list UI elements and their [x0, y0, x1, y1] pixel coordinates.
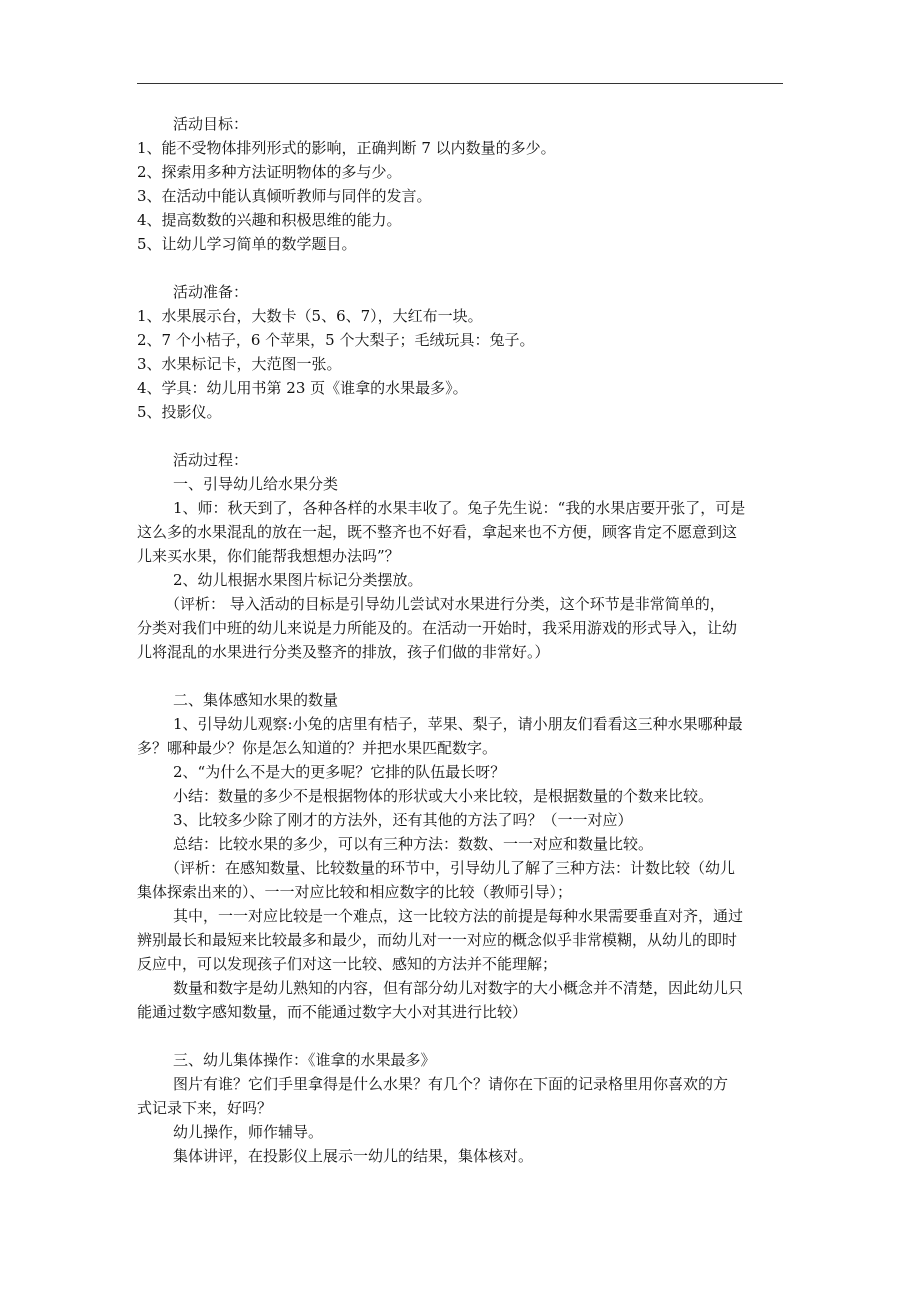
- section-2-conclusion: 总结：比较水果的多少，可以有三种方法：数数、一一对应和数量比较。: [173, 835, 654, 853]
- document-body: [137, 112, 787, 1168]
- section-2-commentary-3: 数量和数字是幼儿熟知的内容，但有部分幼儿对数字的大小概念并不清楚，因此幼儿只: [173, 979, 744, 997]
- section-1-commentary: （评析： 导入活动的目标是引导幼儿尝试对水果进行分类，这个环节是非常简单的，: [165, 595, 725, 613]
- section-2-title: 二、集体感知水果的数量: [173, 691, 339, 709]
- goals-heading: 活动目标：: [173, 115, 249, 133]
- spacer: [137, 1024, 787, 1048]
- prep-item: 3、水果标记卡，大范图一张。: [137, 355, 342, 373]
- section-2-commentary: （评析：在感知数量、比较数量的环节中，引导幼儿了解了三种方法：计数比较（幼儿: [165, 859, 736, 877]
- section-2-para-1: 1、引导幼儿观察:小兔的店里有桔子，苹果、梨子，请小朋友们看看这三种水果哪种最: [173, 715, 743, 733]
- section-3-para-1-cont: 式记录下来，好吗？: [137, 1099, 273, 1117]
- header-rule: [137, 83, 783, 84]
- prep-item: 1、水果展示台，大数卡（5、6、7），大红布一块。: [137, 307, 483, 325]
- section-2-summary: 小结：数量的多少不是根据物体的形状或大小来比较，是根据数量的个数来比较。: [173, 787, 714, 805]
- section-2-commentary-2: 其中，一一对应比较是一个难点，这一比较方法的前提是每种水果需要垂直对齐，通过: [173, 907, 744, 925]
- spacer: [137, 664, 787, 688]
- prep-item: 5、投影仪。: [137, 403, 222, 421]
- section-3-title: 三、幼儿集体操作：《谁拿的水果最多》: [173, 1051, 436, 1069]
- section-3-para-1: 图片有谁？它们手里拿得是什么水果？有几个？请你在下面的记录格里用你喜欢的方: [173, 1075, 729, 1093]
- section-1-commentary-cont: 分类对我们中班的幼儿来说是力所能及的。在活动一开始时，我采用游戏的形式导入，让幼: [137, 619, 738, 637]
- section-1-title: 一、引导幼儿给水果分类: [173, 475, 339, 493]
- section-2-commentary-2-cont: 反应中，可以发现孩子们对这一比较、感知的方法并不能理解；: [137, 955, 558, 973]
- section-1-commentary-cont: 儿将混乱的水果进行分类及整齐的排放，孩子们做的非常好。）: [137, 643, 550, 661]
- section-3-para-2: 幼儿操作，师作辅导。: [173, 1123, 324, 1141]
- section-3-para-3: 集体讲评，在投影仪上展示一幼儿的结果，集体核对。: [173, 1147, 534, 1165]
- section-2-commentary-cont: 集体探索出来的）、一一对应比较和相应数字的比较（教师引导）；: [137, 883, 573, 901]
- section-2-commentary-2-cont: 辨别最长和最短来比较最多和最少，而幼儿对一一对应的概念似乎非常模糊，从幼儿的即时: [137, 931, 738, 949]
- section-1-para-1-cont: 儿来买水果，你们能帮我想想办法吗”？: [137, 547, 400, 565]
- goal-item: 2、探索用多种方法证明物体的多与少。: [137, 163, 402, 181]
- prep-item: 2、7 个小桔子，6 个苹果，5 个大梨子；毛绒玩具：兔子。: [137, 331, 535, 349]
- process-heading: 活动过程：: [173, 451, 249, 469]
- prep-heading: 活动准备：: [173, 283, 249, 301]
- goal-item: 4、提高数数的兴趣和积极思维的能力。: [137, 211, 402, 229]
- spacer: [137, 256, 787, 280]
- section-1-para-2: 2、幼儿根据水果图片标记分类摆放。: [173, 571, 423, 589]
- section-2-para-1-cont: 多？哪种最少？你是怎么知道的？并把水果匹配数字。: [137, 739, 498, 757]
- section-1-para-1-cont: 这么多的水果混乱的放在一起，既不整齐也不好看，拿起来也不方便，顾客肯定不愿意到这: [137, 523, 738, 541]
- section-2-para-3: 3、比较多少除了刚才的方法外，还有其他的方法了吗？（一一对应）: [173, 811, 633, 829]
- section-2-para-2: 2、“为什么不是大的更多呢？它排的队伍最长呀？: [173, 763, 506, 781]
- prep-item: 4、学具：幼儿用书第 23 页《谁拿的水果最多》。: [137, 379, 468, 397]
- goal-item: 5、让幼儿学习简单的数学题目。: [137, 235, 357, 253]
- section-1-para-1: 1、师：秋天到了，各种各样的水果丰收了。兔子先生说：“我的水果店要开张了，可是: [173, 499, 746, 517]
- section-2-commentary-3-cont: 能通过数字感知数量，而不能通过数字大小对其进行比较）: [137, 1003, 528, 1021]
- goal-item: 1、能不受物体排列形式的影响，正确判断 7 以内数量的多少。: [137, 139, 556, 157]
- spacer: [137, 424, 787, 448]
- goal-item: 3、在活动中能认真倾听教师与同伴的发言。: [137, 187, 432, 205]
